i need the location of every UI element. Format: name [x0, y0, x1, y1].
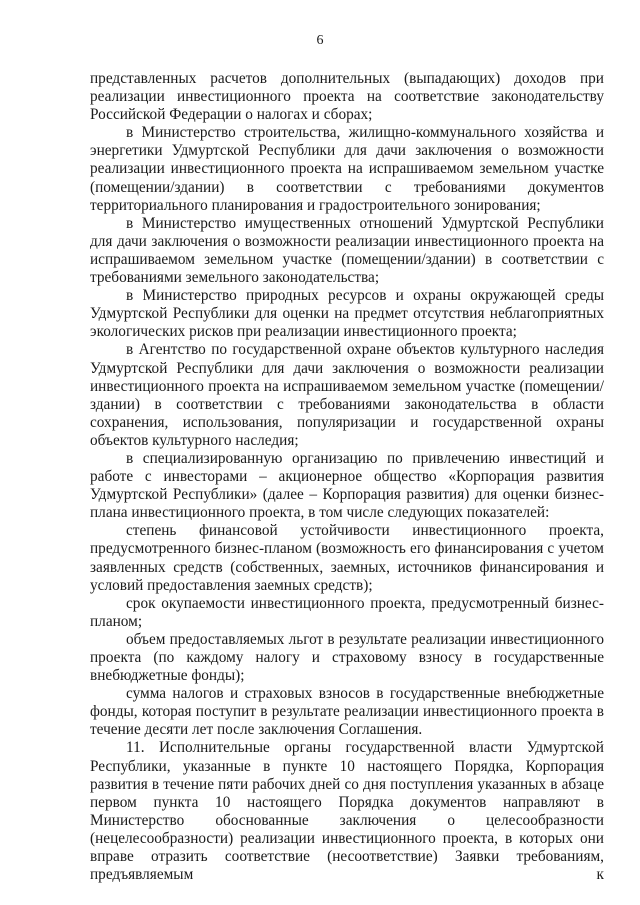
document-body: [90, 70, 604, 884]
paragraph-agency-heritage: в Агентство по государственной охране объектов культурного наследия Удмуртской Республики для дачи заключения о возможности реализации инвестиционного проекта на испрашиваемом земельном участке (помещении/здании) в соответствии с требованиями законодательства в области сохранения, использования, популяризации и государственной охраны объектов культурного наследия;: [90, 341, 604, 449]
paragraph-tax-calculations: представленных расчетов дополнительных (выпадающих) доходов при реализации инвестиционного проекта на соответствие законодательству Российской Федерации о налогах и сборах;: [90, 70, 604, 124]
paragraph-financial-stability: степень финансовой устойчивости инвестиционного проекта, предусмотренного бизнес-планом (возможность его финансирования с учетом заявленных средств (собственных, заемных, источников финансирования и условий предоставления заемных средств);: [90, 522, 604, 594]
paragraph-benefits-volume: объем предоставляемых льгот в результате реализации инвестиционного проекта (по каждому налогу и страховому взносу в государственные внебюджетные фонды);: [90, 630, 604, 685]
paragraph-taxes-sum: сумма налогов и страховых взносов в государственные внебюджетные фонды, которая поступит в результате реализации инвестиционного проекта в течение десяти лет после заключения Соглашения.: [90, 685, 604, 739]
paragraph-development-corporation: в специализированную организацию по привлечению инвестиций и работе с инвесторами – акционерное общество «Корпорация развития Удмуртской Республики» (далее – Корпорация развития) для оценки бизнес-плана инвестиционного проекта, в том числе следующих показателей:: [90, 449, 604, 522]
paragraph-ministry-construction: в Министерство строительства, жилищно-коммунального хозяйства и энергетики Удмуртской Республики для дачи заключения о возможности реализации инвестиционного проекта на испрашиваемом земельном участке (помещении/здании) в соответствии с требованиями документов территориального планирования и градостроительного зонирования;: [90, 124, 604, 214]
paragraph-payback-period: срок окупаемости инвестиционного проекта, предусмотренный бизнес-планом;: [90, 594, 604, 630]
paragraph-item-11: 11. Исполнительные органы государственной власти Удмуртской Республики, указанные в пункте 10 настоящего Порядка, Корпорация развития в течение пяти рабочих дней со дня поступления указанных в абзаце первом пункта 10 настоящего Порядка документов направляют в Министерство обоснованные заключения о целесообразности (нецелесообразности) реализации инвестиционного проекта, в которых они вправе отразить соответствие (несоответствие) Заявки требованиям, предъявляемым к: [90, 739, 604, 884]
paragraph-ministry-property: в Министерство имущественных отношений Удмуртской Республики для дачи заключения о возможности реализации инвестиционного проекта на испрашиваемом земельном участке (помещении/здании) в соответствии с требованиями земельного законодательства;: [90, 214, 604, 287]
page-number: 6: [316, 33, 324, 48]
paragraph-ministry-nature: в Министерство природных ресурсов и охраны окружающей среды Удмуртской Республики для оценки на предмет отсутствия неблагоприятных экологических рисков при реализации инвестиционного проекта;: [90, 287, 604, 341]
